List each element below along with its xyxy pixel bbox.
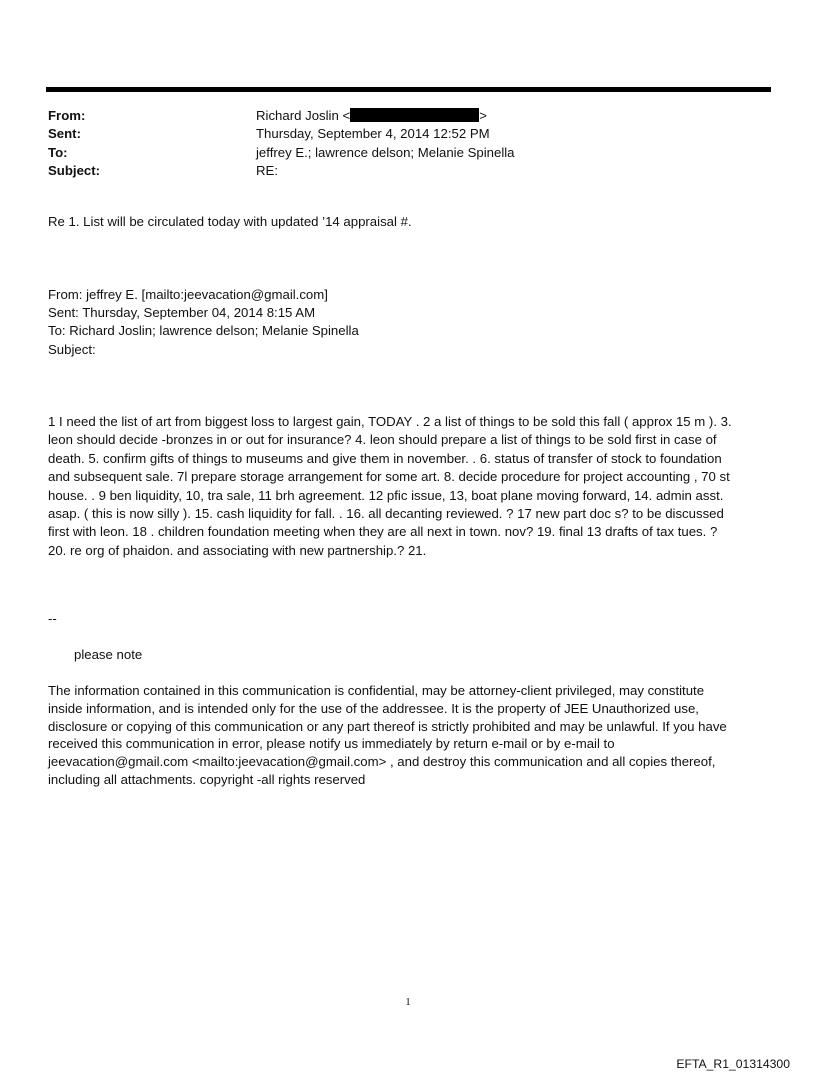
header-rule: [46, 87, 771, 92]
reply-text: Re 1. List will be circulated today with updated ’14 appraisal #.: [48, 214, 412, 229]
bates-number: EFTA_R1_01314300: [676, 1057, 790, 1071]
forwarded-sent: Sent: Thursday, September 04, 2014 8:15 AM: [48, 305, 316, 321]
from-value: [256, 107, 768, 125]
redacted-email: [350, 108, 479, 122]
body-line: first with leon. 18 . children foundation meeting when they are all next in town. nov? 19. final 13 drafts of tax tues. ?: [48, 524, 718, 540]
body-line: death. 5. confirm gifts of things to museums and give them in november. . 6. status of transfer of stock to foundation: [48, 450, 722, 466]
from-suffix: >: [479, 108, 487, 123]
body-line: 20. re org of phaidon. and associating with new partnership.? 21.: [48, 542, 427, 558]
sent-value: Thursday, September 4, 2014 12:52 PM: [256, 126, 490, 142]
subject-label: Subject:: [48, 163, 101, 179]
forwarded-to: To: Richard Joslin; lawrence delson; Melanie Spinella: [48, 323, 359, 339]
forwarded-subject: Subject:: [48, 341, 96, 357]
from-row: [48, 107, 768, 125]
page-number: 1: [405, 996, 411, 1008]
subject-row: [48, 162, 768, 180]
body-line: and subsequent sale. 7l prepare storage arrangement for some art. 8. decide procedure for project accounting , 70 st: [48, 469, 730, 485]
disclaimer-line: jeevacation@gmail.com <mailto:jeevacation@gmail.com> , and destroy this communication and all copies thereof,: [48, 754, 716, 770]
message-body: [48, 413, 770, 560]
signature-separator: --: [48, 611, 57, 626]
forwarded-from: From: jeffrey E. [mailto:jeevacation@gmail.com]: [48, 287, 328, 302]
disclaimer-line: received this communication in error, please notify us immediately by return e-mail or by e-mail to: [48, 736, 615, 752]
sent-label: Sent:: [48, 126, 81, 142]
disclaimer-line: The information contained in this communication is confidential, may be attorney-client privileged, may constitute: [48, 683, 705, 698]
disclaimer-line: inside information, and is intended only for the use of the addressee. It is the property of JEE Unauthorized use,: [48, 700, 699, 716]
to-value: jeffrey E.; lawrence delson; Melanie Spinella: [256, 144, 515, 160]
to-row: [48, 144, 768, 162]
sent-row: [48, 125, 768, 143]
forwarded-header: [48, 286, 770, 359]
email-header: [48, 107, 768, 181]
please-note: please note: [74, 647, 143, 662]
body-line: leon should decide -bronzes in or out for insurance? 4. leon should prepare a list of things to be sold first in case of: [48, 432, 717, 448]
subject-value: RE:: [256, 163, 278, 179]
body-line: 1 I need the list of art from biggest loss to largest gain, TODAY . 2 a list of things to be sold this fall ( approx 15 m ). 3.: [48, 414, 732, 429]
to-label: To:: [48, 144, 68, 160]
body-line: asap. ( this is now silly ). 15. cash liquidity for fall. . 16. all decanting reviewed. ? 17 new part doc s? to be discussed: [48, 506, 724, 522]
from-label: From:: [48, 108, 86, 123]
from-name: Richard Joslin <: [256, 108, 351, 123]
confidentiality-disclaimer: [48, 682, 770, 789]
disclaimer-line: including all attachments. copyright -all rights reserved: [48, 771, 366, 787]
body-line: house. . 9 ben liquidity, 10, tra sale, 11 brh agreement. 12 pfic issue, 13, boat plane moving forward, 14. admin asst.: [48, 487, 724, 503]
disclaimer-line: disclosure or copying of this communication or any part thereof is strictly prohibited and may be unlawful. If you have: [48, 718, 727, 734]
